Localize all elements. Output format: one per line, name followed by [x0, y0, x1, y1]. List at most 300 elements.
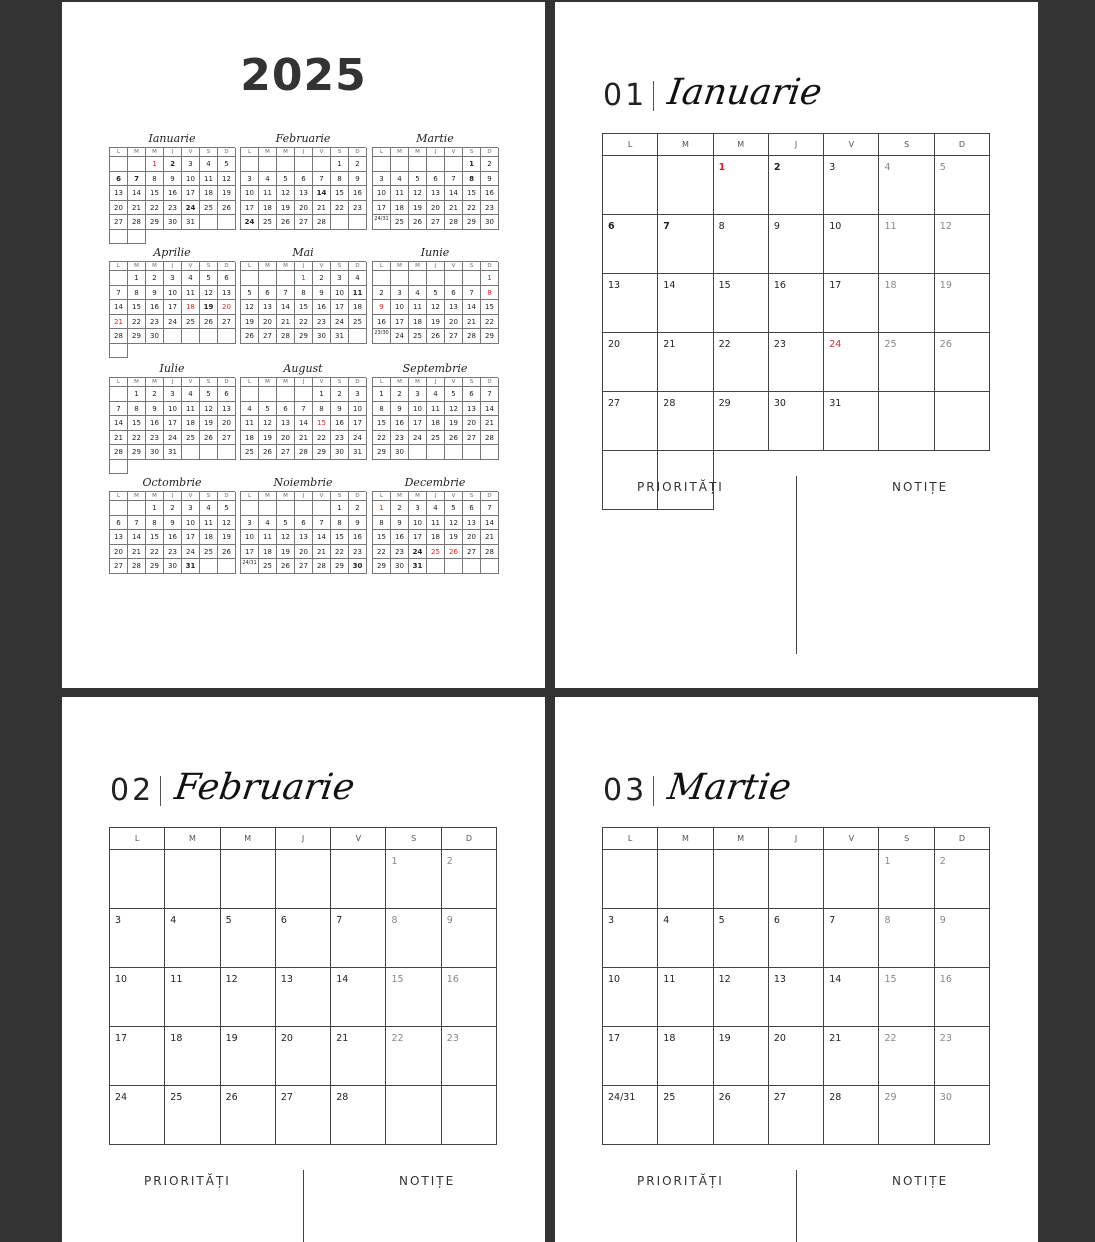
month-page-march	[555, 697, 1038, 1242]
day-cell: 22	[331, 201, 349, 216]
mini-month-name: Ianuarie	[148, 132, 196, 145]
day-cell: 14	[824, 968, 879, 1027]
month-page-january	[555, 2, 1038, 688]
day-cell: 7	[110, 286, 128, 301]
day-cell: 25	[241, 445, 259, 460]
day-cell: 18	[427, 530, 445, 545]
weekday-header: L	[110, 492, 128, 501]
day-cell: 17	[349, 416, 367, 431]
day-cell: 4	[409, 286, 427, 301]
day-cell	[935, 392, 990, 451]
weekday-header: V	[445, 148, 463, 157]
day-cell: 1	[879, 850, 934, 909]
day-cell: 10	[409, 402, 427, 417]
day-cell: 17	[391, 315, 409, 330]
day-cell: 13	[445, 300, 463, 315]
day-cell: 10	[241, 186, 259, 201]
day-cell: 22	[879, 1027, 934, 1086]
mini-month-name: Iunie	[420, 246, 450, 259]
day-cell: 1	[313, 387, 331, 402]
day-cell: 25	[658, 1086, 713, 1145]
day-cell: 25	[182, 431, 200, 446]
day-cell: 12	[221, 968, 276, 1027]
day-cell	[218, 445, 236, 460]
day-cell: 12	[218, 172, 236, 187]
day-cell: 4	[241, 402, 259, 417]
day-cell: 27	[769, 1086, 824, 1145]
weekday-header: M	[259, 148, 277, 157]
day-cell: 2	[146, 271, 164, 286]
weekday-header: M	[658, 828, 713, 850]
day-cell: 16	[391, 416, 409, 431]
day-cell: 10	[603, 968, 658, 1027]
day-cell	[391, 271, 409, 286]
weekday-header: D	[442, 828, 497, 850]
weekday-header: M	[277, 378, 295, 387]
day-cell: 24/31	[241, 559, 259, 574]
day-cell	[409, 271, 427, 286]
day-cell: 23	[769, 333, 824, 392]
day-cell: 26	[277, 559, 295, 574]
day-cell	[386, 1086, 441, 1145]
day-cell: 24	[182, 201, 200, 216]
day-cell: 28	[658, 392, 713, 451]
weekday-header: J	[164, 262, 182, 271]
day-cell: 12	[259, 416, 277, 431]
day-cell: 22	[463, 201, 481, 216]
day-cell: 25	[427, 545, 445, 560]
day-cell: 29	[128, 329, 146, 344]
day-cell	[182, 329, 200, 344]
day-cell: 22	[128, 431, 146, 446]
day-cell	[164, 329, 182, 344]
weekday-header: L	[241, 148, 259, 157]
day-cell: 11	[259, 186, 277, 201]
mini-calendar	[109, 474, 235, 574]
day-cell	[165, 850, 220, 909]
day-cell: 6	[277, 402, 295, 417]
day-cell: 14	[313, 186, 331, 201]
day-cell: 9	[349, 516, 367, 531]
weekday-header: J	[769, 134, 824, 156]
day-cell: 16	[349, 186, 367, 201]
day-cell: 10	[373, 186, 391, 201]
day-cell	[128, 501, 146, 516]
day-cell: 31	[182, 215, 200, 230]
day-cell: 3	[241, 172, 259, 187]
day-cell: 5	[221, 909, 276, 968]
day-cell: 11	[241, 416, 259, 431]
day-cell: 3	[409, 387, 427, 402]
day-cell: 2	[331, 387, 349, 402]
day-cell: 7	[128, 172, 146, 187]
day-cell: 5	[241, 286, 259, 301]
day-cell: 11	[200, 516, 218, 531]
weekday-header: M	[277, 262, 295, 271]
day-cell: 1	[481, 271, 499, 286]
day-cell: 4	[391, 172, 409, 187]
day-cell: 8	[481, 286, 499, 301]
day-cell: 11	[259, 530, 277, 545]
weekday-header: J	[427, 262, 445, 271]
day-cell: 29	[295, 329, 313, 344]
month-title: Ianuarie	[665, 72, 825, 113]
day-cell: 8	[295, 286, 313, 301]
weekday-header: M	[391, 262, 409, 271]
day-cell: 29	[313, 445, 331, 460]
mini-month-name: Februarie	[275, 132, 331, 145]
weekday-header: D	[349, 262, 367, 271]
day-cell: 24	[164, 431, 182, 446]
day-cell: 14	[481, 402, 499, 417]
day-cell: 19	[241, 315, 259, 330]
day-cell: 9	[481, 172, 499, 187]
day-cell: 14	[481, 516, 499, 531]
day-cell	[481, 445, 499, 460]
weekday-header: L	[373, 492, 391, 501]
weekday-header: V	[182, 378, 200, 387]
day-cell: 13	[463, 402, 481, 417]
day-cell: 29	[463, 215, 481, 230]
day-cell: 16	[164, 530, 182, 545]
day-cell	[110, 387, 128, 402]
day-cell: 8	[146, 516, 164, 531]
day-cell: 6	[769, 909, 824, 968]
weekday-header: M	[259, 262, 277, 271]
day-cell	[218, 215, 236, 230]
day-cell: 13	[277, 416, 295, 431]
day-cell	[241, 387, 259, 402]
weekday-header: M	[146, 148, 164, 157]
weekday-header: J	[164, 378, 182, 387]
weekday-header: J	[427, 378, 445, 387]
day-cell: 25	[879, 333, 934, 392]
day-cell: 9	[164, 516, 182, 531]
mini-month-name: Iulie	[159, 362, 185, 375]
day-cell: 4	[259, 172, 277, 187]
day-cell: 26	[714, 1086, 769, 1145]
day-cell: 20	[445, 315, 463, 330]
day-cell: 7	[445, 172, 463, 187]
day-cell: 27	[603, 392, 658, 451]
day-cell: 27	[259, 329, 277, 344]
day-cell: 25	[391, 215, 409, 230]
day-cell: 8	[128, 286, 146, 301]
day-cell: 17	[110, 1027, 165, 1086]
day-cell: 23	[164, 201, 182, 216]
day-cell: 11	[349, 286, 367, 301]
day-cell: 29	[373, 559, 391, 574]
day-cell: 18	[349, 300, 367, 315]
day-cell	[276, 850, 331, 909]
day-cell: 6	[295, 172, 313, 187]
day-cell: 9	[373, 300, 391, 315]
day-cell: 16	[349, 530, 367, 545]
day-cell: 26	[445, 431, 463, 446]
day-cell: 31	[182, 559, 200, 574]
day-cell: 22	[128, 315, 146, 330]
weekday-header: S	[386, 828, 441, 850]
weekday-header: L	[603, 134, 658, 156]
weekday-header: J	[295, 262, 313, 271]
day-cell: 8	[331, 172, 349, 187]
day-cell	[221, 850, 276, 909]
day-cell: 21	[481, 530, 499, 545]
mini-grid	[372, 491, 498, 574]
day-cell: 9	[146, 286, 164, 301]
day-cell: 9	[769, 215, 824, 274]
weekday-header: V	[182, 148, 200, 157]
day-cell	[824, 850, 879, 909]
mini-grid	[372, 261, 498, 344]
mini-grid	[109, 491, 235, 574]
day-cell: 13	[427, 186, 445, 201]
day-cell: 7	[295, 402, 313, 417]
weekday-header: L	[603, 828, 658, 850]
weekday-header: J	[427, 148, 445, 157]
day-cell	[259, 387, 277, 402]
day-cell: 19	[259, 431, 277, 446]
day-cell: 2	[391, 501, 409, 516]
day-cell: 26	[218, 545, 236, 560]
day-cell: 2	[164, 501, 182, 516]
weekday-header: V	[445, 492, 463, 501]
day-cell: 26	[200, 431, 218, 446]
month-grid	[602, 133, 990, 510]
weekday-header: S	[331, 262, 349, 271]
day-cell: 12	[714, 968, 769, 1027]
day-cell: 13	[218, 286, 236, 301]
mini-calendar	[372, 244, 498, 344]
day-cell	[442, 1086, 497, 1145]
day-cell	[331, 850, 386, 909]
day-cell: 23/30	[373, 329, 391, 344]
day-cell: 12	[277, 186, 295, 201]
day-cell: 23	[331, 431, 349, 446]
day-cell: 27	[218, 315, 236, 330]
weekday-header: M	[259, 378, 277, 387]
weekday-header: D	[481, 262, 499, 271]
day-cell: 17	[182, 530, 200, 545]
day-cell: 6	[110, 516, 128, 531]
weekday-header: M	[277, 148, 295, 157]
day-cell: 15	[463, 186, 481, 201]
weekday-header: V	[313, 262, 331, 271]
day-cell: 23	[164, 545, 182, 560]
day-cell	[259, 271, 277, 286]
month-grid	[109, 827, 497, 1145]
mini-grid	[372, 377, 498, 460]
day-cell: 9	[146, 402, 164, 417]
day-cell: 5	[935, 156, 990, 215]
day-cell	[182, 445, 200, 460]
day-cell: 11	[165, 968, 220, 1027]
day-cell: 24	[241, 215, 259, 230]
day-cell: 10	[182, 516, 200, 531]
day-cell	[200, 445, 218, 460]
day-cell: 11	[879, 215, 934, 274]
weekday-header: M	[128, 378, 146, 387]
day-cell: 21	[128, 545, 146, 560]
day-cell	[445, 271, 463, 286]
day-cell: 13	[110, 186, 128, 201]
day-cell: 16	[373, 315, 391, 330]
day-cell: 27	[427, 215, 445, 230]
day-cell: 19	[935, 274, 990, 333]
day-cell: 21	[824, 1027, 879, 1086]
day-cell: 9	[164, 172, 182, 187]
day-cell: 19	[277, 201, 295, 216]
day-cell: 18	[200, 530, 218, 545]
weekday-header: L	[373, 148, 391, 157]
day-cell: 8	[463, 172, 481, 187]
day-cell: 1	[128, 387, 146, 402]
section-divider	[303, 1170, 304, 1242]
day-cell: 4	[427, 501, 445, 516]
day-cell: 27	[110, 215, 128, 230]
day-cell: 30	[349, 559, 367, 574]
day-cell: 29	[146, 559, 164, 574]
weekday-header: D	[218, 262, 236, 271]
weekday-header: S	[463, 378, 481, 387]
day-cell: 15	[879, 968, 934, 1027]
day-cell: 24	[409, 431, 427, 446]
day-cell: 29	[714, 392, 769, 451]
mini-month-name: Mai	[292, 246, 314, 259]
year-overview-page	[62, 2, 545, 688]
day-cell: 6	[218, 271, 236, 286]
day-cell: 11	[182, 402, 200, 417]
day-cell: 13	[603, 274, 658, 333]
day-cell: 27	[463, 545, 481, 560]
day-cell: 4	[658, 909, 713, 968]
day-cell: 18	[427, 416, 445, 431]
day-cell: 6	[463, 387, 481, 402]
day-cell: 12	[200, 286, 218, 301]
day-cell: 12	[218, 516, 236, 531]
day-cell: 7	[277, 286, 295, 301]
weekday-header: M	[128, 148, 146, 157]
day-cell: 25	[200, 201, 218, 216]
day-cell: 13	[218, 402, 236, 417]
day-cell	[331, 215, 349, 230]
day-cell: 28	[128, 559, 146, 574]
day-cell: 1	[463, 157, 481, 172]
day-cell: 11	[427, 516, 445, 531]
day-cell: 16	[391, 530, 409, 545]
day-cell: 3	[349, 387, 367, 402]
weekday-header: D	[481, 148, 499, 157]
day-cell: 21	[128, 201, 146, 216]
day-cell	[603, 156, 658, 215]
day-cell: 23	[481, 201, 499, 216]
day-cell: 3	[241, 516, 259, 531]
day-cell: 26	[200, 315, 218, 330]
day-cell: 21	[295, 431, 313, 446]
day-cell: 21	[277, 315, 295, 330]
day-cell: 2	[349, 157, 367, 172]
day-cell: 12	[445, 516, 463, 531]
day-cell: 17	[241, 201, 259, 216]
day-cell: 17	[409, 530, 427, 545]
mini-calendar	[372, 360, 498, 460]
day-cell: 5	[445, 387, 463, 402]
day-cell: 12	[200, 402, 218, 417]
day-cell: 16	[331, 416, 349, 431]
day-cell: 3	[182, 157, 200, 172]
day-cell: 23	[146, 315, 164, 330]
day-cell	[200, 215, 218, 230]
day-cell: 13	[463, 516, 481, 531]
day-cell: 28	[463, 329, 481, 344]
day-cell: 20	[603, 333, 658, 392]
day-cell: 30	[164, 215, 182, 230]
day-cell: 19	[221, 1027, 276, 1086]
day-cell: 19	[277, 545, 295, 560]
day-cell: 6	[110, 172, 128, 187]
day-cell: 22	[146, 201, 164, 216]
day-cell: 8	[386, 909, 441, 968]
day-cell: 2	[313, 271, 331, 286]
day-cell: 26	[218, 201, 236, 216]
mini-calendar	[240, 474, 366, 574]
day-cell: 30	[391, 559, 409, 574]
day-cell	[241, 501, 259, 516]
day-cell: 28	[110, 445, 128, 460]
day-cell: 2	[164, 157, 182, 172]
weekday-header: D	[481, 378, 499, 387]
day-cell	[463, 559, 481, 574]
day-cell: 14	[313, 530, 331, 545]
day-cell: 6	[295, 516, 313, 531]
day-cell: 19	[445, 416, 463, 431]
month-header	[603, 767, 794, 808]
weekday-header: S	[463, 492, 481, 501]
weekday-header: M	[146, 378, 164, 387]
notes-label: NOTIȚE	[892, 480, 949, 494]
day-cell: 28	[313, 559, 331, 574]
weekday-header: V	[313, 148, 331, 157]
weekday-header: D	[349, 148, 367, 157]
day-cell	[277, 271, 295, 286]
day-cell: 9	[331, 402, 349, 417]
day-cell: 4	[879, 156, 934, 215]
weekday-header: J	[427, 492, 445, 501]
weekday-header: M	[714, 828, 769, 850]
day-cell	[295, 157, 313, 172]
day-cell: 30	[146, 445, 164, 460]
day-cell: 18	[658, 1027, 713, 1086]
weekday-header: V	[445, 378, 463, 387]
day-cell: 6	[259, 286, 277, 301]
mini-grid	[372, 147, 498, 230]
day-cell: 1	[714, 156, 769, 215]
day-cell: 6	[276, 909, 331, 968]
day-cell: 2	[349, 501, 367, 516]
day-cell: 20	[769, 1027, 824, 1086]
day-cell: 29	[373, 445, 391, 460]
day-cell: 23	[391, 545, 409, 560]
day-cell: 17	[409, 416, 427, 431]
weekday-header: J	[295, 492, 313, 501]
weekday-header: M	[165, 828, 220, 850]
day-cell: 21	[463, 315, 481, 330]
day-cell: 17	[164, 300, 182, 315]
day-cell: 7	[824, 909, 879, 968]
day-cell: 21	[110, 431, 128, 446]
day-cell: 1	[373, 501, 391, 516]
day-cell	[658, 850, 713, 909]
